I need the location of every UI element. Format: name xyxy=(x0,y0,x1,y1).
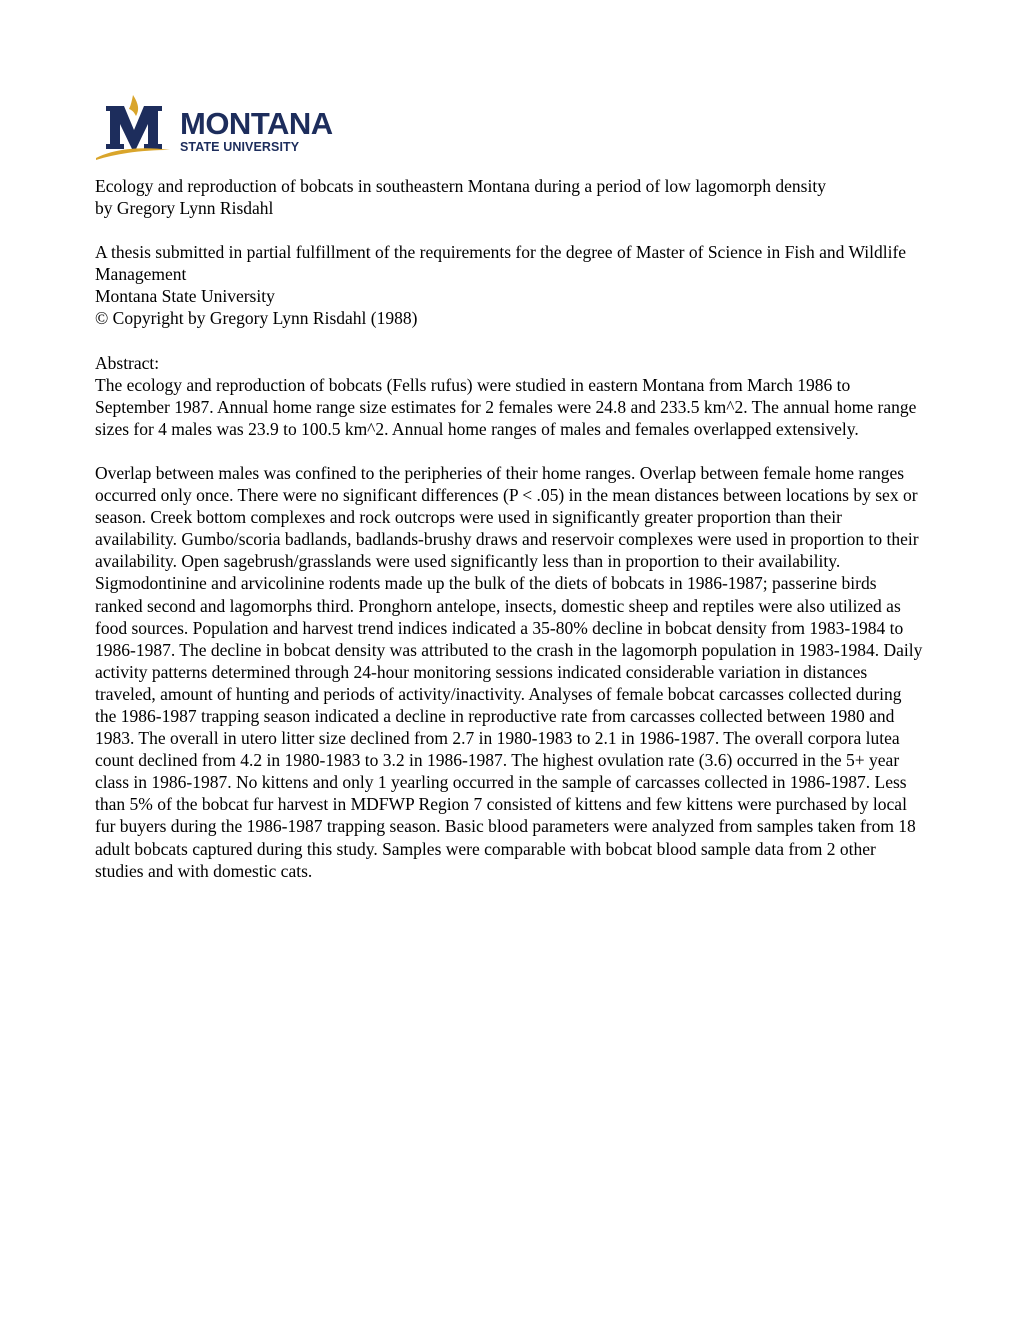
degree-block xyxy=(95,241,927,329)
thesis-title: Ecology and reproduction of bobcats in southeastern Montana during a period of low lagomorph density xyxy=(95,176,826,196)
abstract-continuation-block xyxy=(95,462,927,882)
institution: Montana State University xyxy=(95,286,275,307)
document-body xyxy=(95,175,927,904)
author-line: by Gregory Lynn Risdahl xyxy=(95,198,274,219)
logo-wordmark-line1: MONTANA xyxy=(180,106,333,141)
abstract-paragraph-1: The ecology and reproduction of bobcats (Fells rufus) were studied in eastern Montana from March 1986 to September 1987. Annual home range size estimates for 2 females were 24.8 and 233.5 km^2. The annual home range sizes for 4 males was 23.9 to 100.5 km^2. Annual home ranges of males and females overlapped extensively. xyxy=(95,374,917,439)
logo-wordmark xyxy=(180,108,354,155)
abstract-paragraph-2: Overlap between males was confined to the peripheries of their home ranges. Overlap between female home ranges occurred only once. There were no significant differences (P < .05) in the mean distances between locations by sex or season. Creek bottom complexes and rock outcrops were used in significantly greater proportion than their availability. Gumbo/scoria badlands, badlands-brushy draws and reservoir complexes were used in proportion to their availability. Open sagebrush/grasslands were used significantly less than in proportion to their availability. Sigmodontinine and arvicolinine rodents made up the bulk of the diets of bobcats in 1986-1987; passerine birds ranked second and lagomorphs third. Pronghorn antelope, insects, domestic sheep and reptiles were also utilized as food sources. Population and harvest trend indices indicated a 35-80% decline in bobcat density from 1983-1984 to 1986-1987. The decline in bobcat density was attributed to the crash in the lagomorph population in 1983-1984. Daily activity patterns determined through 24-hour monitoring sessions indicated considerable variation in distances traveled, amount of hunting and periods of activity/inactivity. Analyses of female bobcat carcasses collected during the 1986-1987 trapping season indicated a decline in reproductive rate from carcasses collected between 1980 and 1983. The overall in utero litter size declined from 2.7 in 1980-1983 to 2.1 in 1986-1987. The overall corpora lutea count declined from 4.2 in 1980-1983 to 3.2 in 1986-1987. The highest ovulation rate (3.6) occurred in the 5+ year class in 1986-1987. No kittens and only 1 yearling occurred in the sample of carcasses collected in 1986-1987. Less than 5% of the bobcat fur harvest in MDFWP Region 7 consisted of kittens and few kittens were purchased by local fur buyers during the 1986-1987 trapping season. Basic blood parameters were analyzed from samples taken from 18 adult bobcats captured during this study. Samples were comparable with bobcat blood sample data from 2 other studies and with domestic cats. xyxy=(95,462,923,881)
abstract-block xyxy=(95,352,927,440)
abstract-heading: Abstract: xyxy=(95,352,160,373)
title-block xyxy=(95,175,927,219)
msu-m-logo-icon xyxy=(94,94,174,160)
degree-statement: A thesis submitted in partial fulfillment of the requirements for the degree of Master of Science in Fish and Wildlife Management xyxy=(95,242,907,285)
university-logo xyxy=(94,94,354,160)
logo-wordmark-line2: STATE UNIVERSITY xyxy=(180,140,300,154)
copyright-notice: © Copyright by Gregory Lynn Risdahl (1988) xyxy=(95,308,418,329)
